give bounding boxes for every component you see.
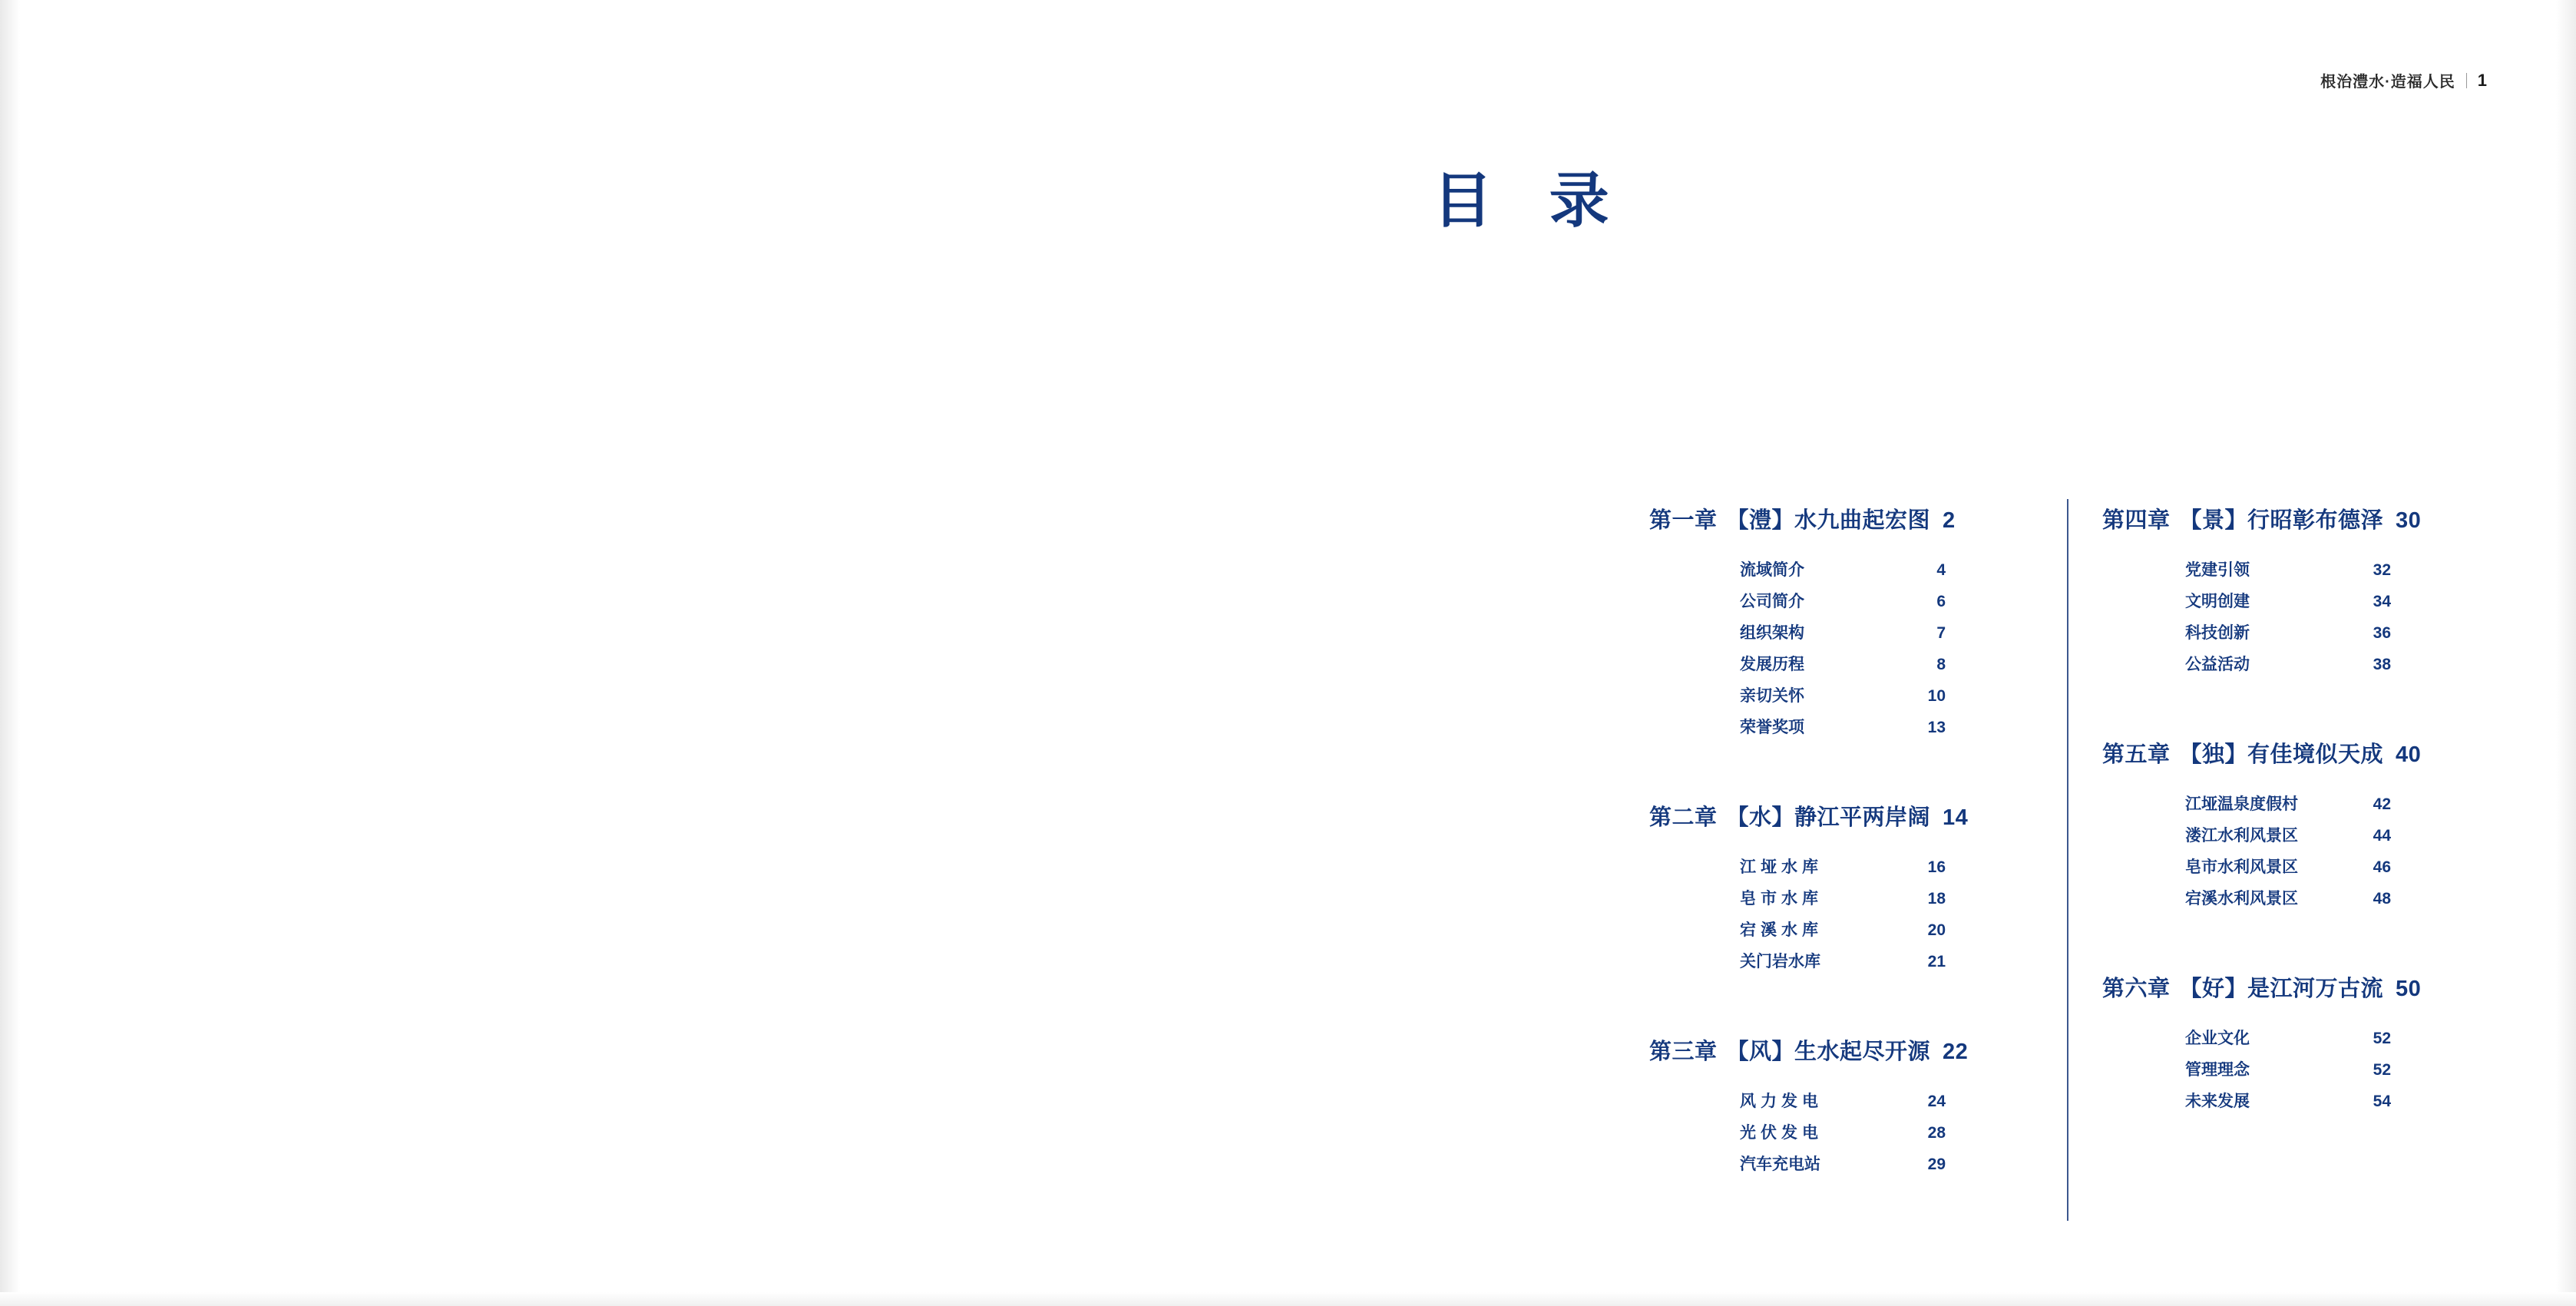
chapter-title: 【景】行昭彰布德泽 xyxy=(2179,508,2384,533)
toc-column-left xyxy=(1649,503,2056,1188)
toc-entry-page: 44 xyxy=(2373,827,2391,845)
toc-entry-label: 未来发展 xyxy=(2185,1093,2250,1110)
page-edge-bottom-shadow xyxy=(0,1292,2576,1306)
toc-entry[interactable] xyxy=(1740,1149,1946,1180)
toc-entry-label: 公益活动 xyxy=(2185,656,2250,673)
toc-entry-label: 皂市水利风景区 xyxy=(2185,858,2298,876)
toc-entry-label: 汽车充电站 xyxy=(1740,1156,1820,1173)
toc-entry-label: 风力发电 xyxy=(1740,1093,1823,1110)
toc-entry[interactable] xyxy=(2185,1054,2391,1086)
toc-entry[interactable] xyxy=(1740,1086,1946,1117)
toc-entry[interactable] xyxy=(1740,617,1946,649)
chapter-title: 【澧】水九曲起宏图 xyxy=(1726,508,1931,533)
toc-entry-page: 34 xyxy=(2373,593,2391,610)
running-header-text: 根治澧水·造福人民 xyxy=(2320,74,2455,91)
toc-entry-page: 52 xyxy=(2373,1061,2391,1079)
toc-entry-page: 10 xyxy=(1927,687,1946,705)
toc-entry[interactable] xyxy=(2185,586,2391,617)
toc-entry-label: 科技创新 xyxy=(2185,624,2250,642)
toc-entry-list xyxy=(2185,1023,2486,1117)
toc-entry-page: 28 xyxy=(1927,1124,1946,1142)
toc-columns xyxy=(1649,503,2494,1188)
toc-entry-page: 52 xyxy=(2373,1030,2391,1047)
toc-entry-label: 江垭温泉度假村 xyxy=(2185,795,2298,813)
toc-entry-page: 20 xyxy=(1927,921,1946,939)
toc-entry-label: 宕溪水利风景区 xyxy=(2185,890,2298,908)
toc-entry[interactable] xyxy=(1740,680,1946,712)
toc-entry-page: 38 xyxy=(2373,656,2391,673)
toc-entry-label: 亲切关怀 xyxy=(1740,687,1804,705)
toc-entry-page: 21 xyxy=(1927,953,1946,970)
toc-entry-label: 关门岩水库 xyxy=(1740,953,1820,970)
toc-entry[interactable] xyxy=(1740,946,1946,977)
page-edge-left-shadow xyxy=(0,0,20,1306)
toc-entry-page: 42 xyxy=(2373,795,2391,813)
page-title: 目 录 xyxy=(1433,167,1629,234)
toc-chapter-heading[interactable] xyxy=(1649,800,2056,832)
toc-entry-list xyxy=(1740,1086,2056,1180)
toc-chapter-heading[interactable] xyxy=(1649,503,2056,534)
toc-entry[interactable] xyxy=(2185,820,2391,851)
toc-entry-label: 文明创建 xyxy=(2185,593,2250,610)
toc-chapter-heading[interactable] xyxy=(2102,737,2486,769)
chapter-title: 【好】是江河万古流 xyxy=(2179,977,2384,1001)
toc-entry-page: 8 xyxy=(1936,656,1946,673)
toc-entry-page: 18 xyxy=(1927,890,1946,908)
chapter-page: 14 xyxy=(1943,805,1969,830)
toc-entry[interactable] xyxy=(1740,914,1946,946)
toc-entry-label: 企业文化 xyxy=(2185,1030,2250,1047)
toc-entry[interactable] xyxy=(1740,554,1946,586)
toc-entry[interactable] xyxy=(2185,883,2391,914)
toc-entry-label: 管理理念 xyxy=(2185,1061,2250,1079)
toc-chapter xyxy=(1649,1034,2056,1180)
toc-entry[interactable] xyxy=(1740,649,1946,680)
toc-entry[interactable] xyxy=(2185,1086,2391,1117)
toc-entry[interactable] xyxy=(2185,1023,2391,1054)
running-header xyxy=(2320,69,2488,91)
toc-entry-page: 7 xyxy=(1936,624,1946,642)
chapter-page: 2 xyxy=(1943,508,1956,533)
toc-entry[interactable] xyxy=(2185,789,2391,820)
toc-entry[interactable] xyxy=(1740,712,1946,743)
toc-chapter xyxy=(1649,503,2056,743)
toc-entry-page: 46 xyxy=(2373,858,2391,876)
toc-chapter xyxy=(2102,503,2486,680)
toc-entry[interactable] xyxy=(2185,617,2391,649)
toc-entry-label: 溇江水利风景区 xyxy=(2185,827,2298,845)
toc-entry-label: 组织架构 xyxy=(1740,624,1804,642)
toc-entry-label: 宕溪水库 xyxy=(1740,921,1823,939)
toc-entry-page: 4 xyxy=(1936,561,1946,579)
toc-entry[interactable] xyxy=(1740,586,1946,617)
toc-chapter xyxy=(2102,737,2486,914)
toc-chapter xyxy=(2102,971,2486,1117)
toc-entry[interactable] xyxy=(2185,851,2391,883)
toc-entry-label: 光伏发电 xyxy=(1740,1124,1823,1142)
page-number: 1 xyxy=(2477,70,2488,90)
toc-entry-label: 皂市水库 xyxy=(1740,890,1823,908)
chapter-title: 【水】静江平两岸阔 xyxy=(1726,805,1931,830)
toc-entry-page: 24 xyxy=(1927,1093,1946,1110)
toc-chapter xyxy=(1649,800,2056,977)
toc-entry-label: 江垭水库 xyxy=(1740,858,1823,876)
chapter-number: 第二章 xyxy=(1649,805,1718,830)
toc-entry-page: 29 xyxy=(1927,1156,1946,1173)
toc-entry-page: 32 xyxy=(2373,561,2391,579)
chapter-number: 第六章 xyxy=(2102,977,2171,1001)
toc-entry[interactable] xyxy=(1740,851,1946,883)
chapter-page: 22 xyxy=(1943,1040,1969,1064)
toc-entry-page: 6 xyxy=(1936,593,1946,610)
toc-chapter-heading[interactable] xyxy=(2102,503,2486,534)
toc-entry-label: 荣誉奖项 xyxy=(1740,719,1804,736)
toc-entry-label: 公司简介 xyxy=(1740,593,1804,610)
toc-entry[interactable] xyxy=(2185,649,2391,680)
toc-column-right xyxy=(2056,503,2486,1188)
chapter-number: 第一章 xyxy=(1649,508,1718,533)
toc-entry-page: 48 xyxy=(2373,890,2391,908)
toc-entry-page: 16 xyxy=(1927,858,1946,876)
toc-entry[interactable] xyxy=(2185,554,2391,586)
toc-entry[interactable] xyxy=(1740,1117,1946,1149)
chapter-number: 第四章 xyxy=(2102,508,2171,533)
toc-entry-label: 党建引领 xyxy=(2185,561,2250,579)
chapter-page: 40 xyxy=(2396,742,2422,767)
toc-entry-label: 流域简介 xyxy=(1740,561,1804,579)
chapter-page: 50 xyxy=(2396,977,2422,1001)
toc-entry-page: 36 xyxy=(2373,624,2391,642)
toc-chapter-heading[interactable] xyxy=(2102,971,2486,1003)
chapter-title: 【风】生水起尽开源 xyxy=(1726,1040,1931,1064)
toc-entry-list xyxy=(1740,851,2056,977)
toc-chapter-heading[interactable] xyxy=(1649,1034,2056,1066)
toc-entry-page: 54 xyxy=(2373,1093,2391,1110)
chapter-number: 第五章 xyxy=(2102,742,2171,767)
chapter-number: 第三章 xyxy=(1649,1040,1718,1064)
toc-entry-list xyxy=(1740,554,2056,743)
toc-entry-list xyxy=(2185,554,2486,680)
chapter-page: 30 xyxy=(2396,508,2422,533)
toc-entry-list xyxy=(2185,789,2486,914)
chapter-title: 【独】有佳境似天成 xyxy=(2179,742,2384,767)
toc-entry-page: 13 xyxy=(1927,719,1946,736)
page-edge-right-shadow xyxy=(2556,0,2576,1306)
running-header-divider xyxy=(2466,73,2467,88)
toc-entry[interactable] xyxy=(1740,883,1946,914)
toc-entry-label: 发展历程 xyxy=(1740,656,1804,673)
